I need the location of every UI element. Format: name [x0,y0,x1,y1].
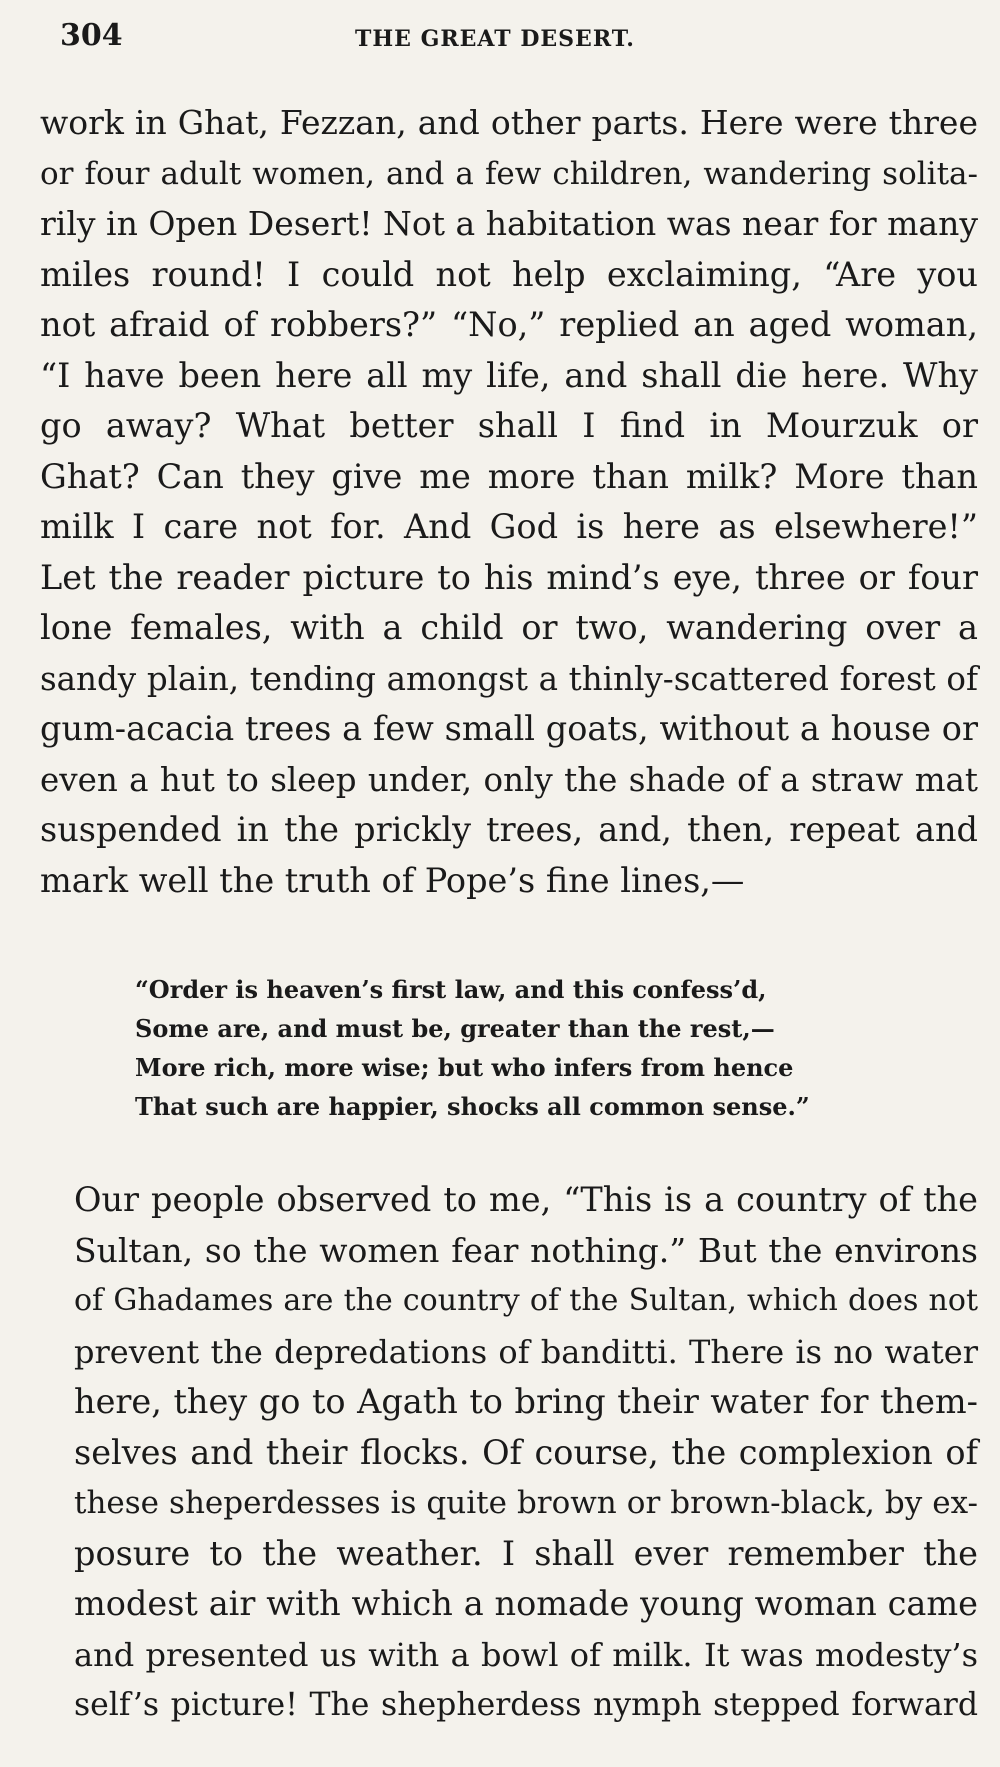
text-line: mark well the truth of Pope’s fine lines,— [40,860,745,900]
text-line: milk I care not for. And God is here as elsewhere!” [40,507,978,546]
text-line: Ghat? Can they give me more than milk? More than [40,456,978,496]
text-line: self’s picture! The shepherdess nymph stepped forward [74,1687,978,1723]
text-line: of Ghadames are the country of the Sultan, which does not [74,1283,978,1318]
text-line: rily in Open Desert! Not a habitation was near for many [40,204,978,243]
paragraph-1 [40,98,978,906]
text-line: suspended in the prickly trees, and, then, repeat and [40,810,978,849]
text-line: Sultan, so the women fear nothing.” But the environs [74,1230,978,1270]
verse-line: Some are, and must be, greater than the rest,— [135,1014,775,1043]
text-line: sandy plain, tending amongst a thinly-scattered forest of [40,659,978,698]
text-line: even a hut to sleep under, only the shade of a straw mat [40,760,978,799]
text-line: go away? What better shall I find in Mourzuk or [40,406,978,445]
text-line: not afraid of robbers?” “No,” replied an aged woman, [40,305,978,344]
text-line: “I have been here all my life, and shall die here. Why [40,355,978,395]
text-line: posure to the weather. I shall ever remember the [74,1533,978,1573]
text-line: or four adult women, and a few children, wandering solita- [40,155,978,192]
text-line: prevent the depredations of banditti. There is no water [74,1332,978,1371]
text-line: these sheperdesses is quite brown or brown-black, by ex- [74,1485,978,1521]
text-line: work in Ghat, Fezzan, and other parts. Here were three [40,103,978,142]
text-line: here, they go to Agath to bring their water for them- [74,1382,978,1421]
verse-line: “Order is heaven’s first law, and this confess’d, [135,975,767,1004]
text-line: modest air with which a nomade young woman came [74,1584,978,1623]
text-line: selves and their flocks. Of course, the complexion of [74,1432,978,1472]
text-line: and presented us with a bowl of milk. It was modesty’s [74,1635,978,1674]
text-line: Let the reader picture to his mind’s eye, three or four [40,557,978,597]
page-number: 304 [60,18,123,53]
running-head: THE GREAT DESERT. [355,26,635,52]
verse-quotation [135,970,895,1126]
text-line: gum-acacia trees a few small goats, without a house or [40,709,978,748]
paragraph-2 [40,1175,978,1731]
text-line: lone females, with a child or two, wandering over a [40,608,978,647]
verse-line: That such are happier, shocks all common sense.” [135,1092,810,1121]
verse-line: More rich, more wise; but who infers from hence [135,1053,794,1082]
text-line: miles round! I could not help exclaiming, “Are you [40,254,978,294]
text-line: Our people observed to me, “This is a country of the [74,1180,978,1219]
